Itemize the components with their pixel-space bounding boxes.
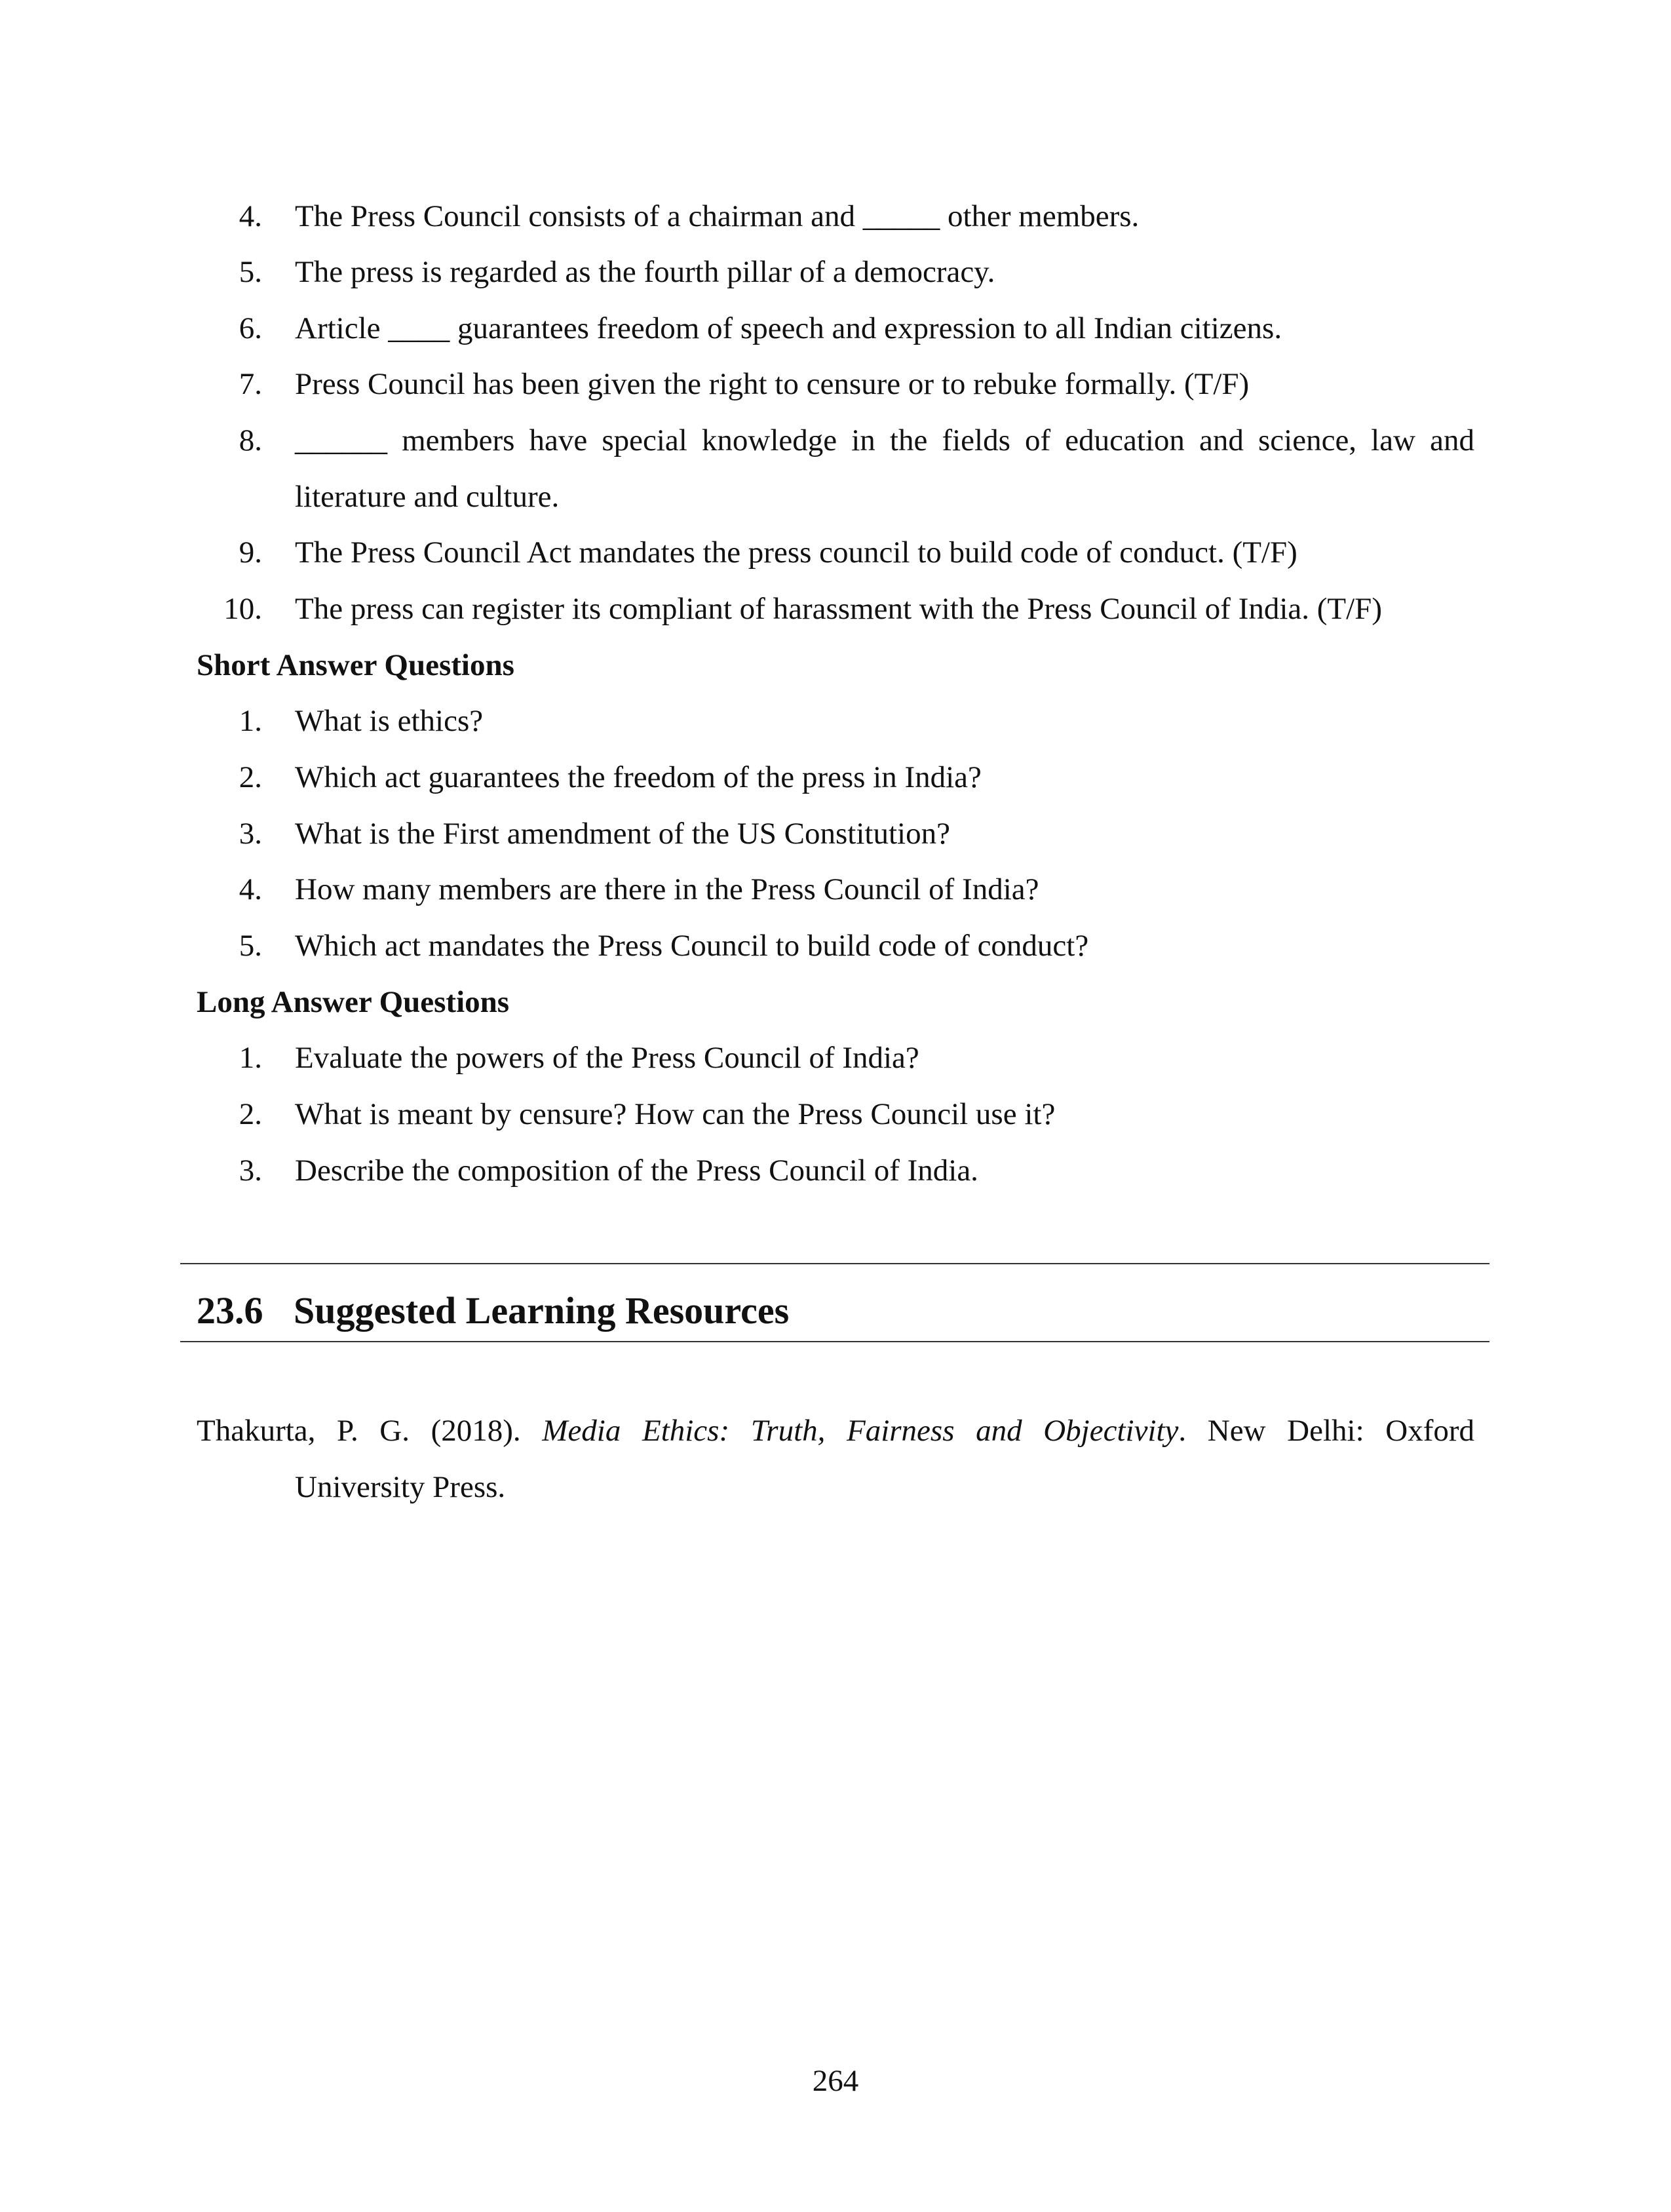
item-text: How many members are there in the Press Council of India?	[295, 872, 1039, 906]
reference-line-1	[197, 1403, 1474, 1459]
item-text: Describe the composition of the Press Council of India.	[295, 1154, 978, 1188]
item-number: 1.	[239, 1041, 262, 1075]
item-number: 6.	[239, 311, 262, 345]
item-number: 2.	[239, 1097, 262, 1131]
item-number: 7.	[239, 367, 262, 401]
item-text-line-2: literature and culture.	[295, 480, 560, 514]
item-number: 5.	[239, 255, 262, 289]
item-text: Which act guarantees the freedom of the press in India?	[295, 760, 982, 794]
item-text: Which act mandates the Press Council to build code of conduct?	[295, 929, 1089, 963]
item-number: 9.	[239, 535, 262, 570]
item-number: 5.	[239, 929, 262, 963]
reference-publisher: . New Delhi: Oxford	[1178, 1414, 1474, 1448]
item-text: The press can register its compliant of harassment with the Press Council of India. (T/F)	[295, 592, 1382, 626]
item-number: 10.	[223, 592, 262, 626]
section-title-text: Suggested Learning Resources	[294, 1289, 790, 1332]
item-text: Press Council has been given the right to censure or to rebuke formally. (T/F)	[295, 367, 1250, 401]
item-text: The Press Council consists of a chairman and _____ other members.	[295, 199, 1140, 233]
reference-line-2: University Press.	[295, 1470, 506, 1504]
item-text: Evaluate the powers of the Press Council of India?	[295, 1041, 919, 1075]
reference-entry	[197, 1403, 1474, 1515]
item-number: 1.	[239, 704, 262, 738]
section-title	[197, 1281, 789, 1340]
item-text: The Press Council Act mandates the press council to build code of conduct. (T/F)	[295, 535, 1297, 570]
item-number: 4.	[239, 872, 262, 906]
item-text: What is the First amendment of the US Constitution?	[295, 817, 950, 851]
item-text: What is meant by censure? How can the Press Council use it?	[295, 1097, 1056, 1131]
section-rule-top	[180, 1263, 1489, 1264]
item-number: 8.	[239, 423, 262, 457]
reference-author-year: Thakurta, P. G. (2018).	[197, 1414, 521, 1448]
section-rule-bottom	[180, 1341, 1489, 1342]
item-text: Article ____ guarantees freedom of speech and expression to all Indian citizens.	[295, 311, 1282, 345]
item-text: The press is regarded as the fourth pillar of a democracy.	[295, 255, 995, 289]
item-number: 4.	[239, 199, 262, 233]
item-number: 3.	[239, 817, 262, 851]
item-text-line-1: ______ members have special knowledge in the fields of education and science, law and	[295, 423, 1474, 457]
reference-title: Media Ethics: Truth, Fairness and Objectivity	[542, 1414, 1179, 1448]
section-number: 23.6	[197, 1289, 263, 1332]
short-answer-heading: Short Answer Questions	[197, 648, 514, 682]
page-number: 264	[812, 2064, 859, 2098]
long-answer-heading: Long Answer Questions	[197, 985, 510, 1019]
item-text: What is ethics?	[295, 704, 484, 738]
item-number: 3.	[239, 1154, 262, 1188]
item-number: 2.	[239, 760, 262, 794]
